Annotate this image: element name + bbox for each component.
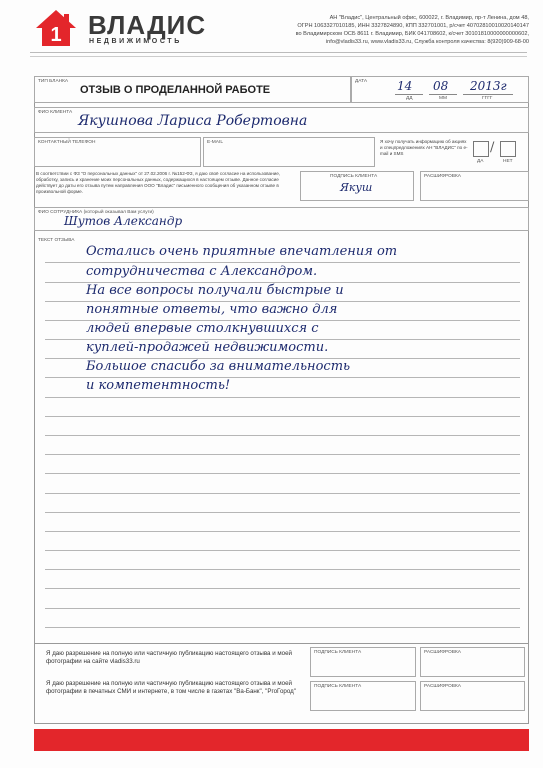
permission1-decode-label: РАСШИФРОВКА <box>424 650 461 655</box>
client-name-label: ФИО КЛИЕНТА <box>38 110 73 115</box>
date-label: ДАТА <box>355 79 368 84</box>
no-label: НЕТ <box>503 159 513 164</box>
brand-name: ВЛАДИС <box>88 10 207 40</box>
footer-divider <box>34 643 529 644</box>
writing-line <box>45 627 520 628</box>
date-underline <box>395 94 423 95</box>
form-type-label: ТИП БЛАНКА <box>38 79 69 84</box>
writing-line <box>45 454 520 455</box>
phone-label: КОНТАКТНЫЙ ТЕЛЕФОН <box>38 140 96 145</box>
slash-separator: / <box>490 140 495 155</box>
date-underline <box>429 94 457 95</box>
employee-label: ФИО СОТРУДНИКА (который оказывал Вам услуги) <box>38 210 154 215</box>
writing-line <box>45 588 520 589</box>
signature-label: ПОДПИСЬ КЛИЕНТА <box>330 174 378 179</box>
header-divider <box>30 56 527 57</box>
email-label: E-MAIL <box>207 140 223 145</box>
writing-line <box>45 262 520 263</box>
writing-line <box>45 608 520 609</box>
permission2-signature-label: ПОДПИСЬ КЛИЕНТА <box>314 684 362 689</box>
brand-footer-bar <box>34 729 529 751</box>
consent-no-checkbox[interactable] <box>500 141 516 157</box>
review-text-line: Остались очень приятные впечатления от <box>86 244 398 259</box>
company-line: ОГРН 1063327010185, ИНН 3327824890, КПП 332701001, р/счет 40702810010020140147 <box>297 23 529 29</box>
form-type-value: ОТЗЫВ О ПРОДЕЛАННОЙ РАБОТЕ <box>80 84 271 96</box>
company-line: info@vladis33.ru, www.vladis33.ru, Служба контроля качества: 8(920)909-68-00 <box>325 39 529 45</box>
review-label: ТЕКСТ ОТЗЫВА <box>38 238 75 243</box>
date-month: 08 <box>433 79 449 93</box>
house-logo-icon <box>34 8 78 48</box>
decode-label: РАСШИФРОВКА <box>424 174 461 179</box>
review-text-line: и компетентность! <box>86 378 231 393</box>
writing-line <box>45 512 520 513</box>
review-text-line: понятные ответы, что важно для <box>86 302 338 317</box>
date-sub-mm: ММ <box>439 96 447 101</box>
permission1-signature-label: ПОДПИСЬ КЛИЕНТА <box>314 650 362 655</box>
personal-data-consent: В соответствии с ФЗ "О персональных данных" от 27.02.2006 г. №152-ФЗ, я даю своё согласие на использование, обработку, запись и хранение моих персональных данных, содержащихся в настоящем отзыве. Данное согласие действует до даты его отзыва путем направления ООО "Владис" письменного сообщения об указанном отзыве в произвольной форме. <box>36 171 281 194</box>
company-line: АН "Владис", Центральный офис, 600022, г. Владимир, пр-т Ленина, дом 48, <box>329 15 529 21</box>
writing-line <box>45 550 520 551</box>
writing-line <box>45 531 520 532</box>
writing-line <box>45 473 520 474</box>
review-text-line: Большое спасибо за внимательность <box>86 359 351 374</box>
date-underline <box>463 94 513 95</box>
date-year: 2013г <box>470 79 507 93</box>
email-cell <box>203 137 375 167</box>
company-details <box>239 14 529 46</box>
review-text-line: людей впервые столкнувшихся с <box>86 321 319 336</box>
info-consent-text: Я хочу получать информацию об акциях и спецпредложениях АН "ВЛАДИС" по e-mail и SMS <box>380 139 468 156</box>
writing-line <box>45 416 520 417</box>
writing-line <box>45 435 520 436</box>
permission2-decode-label: РАСШИФРОВКА <box>424 684 461 689</box>
date-day: 14 <box>397 79 413 93</box>
company-line: во Владимирском ОСБ 8611 г. Владимир, БИК 041708602, к/счет 30101810000000000602, <box>295 31 529 37</box>
yes-label: ДА <box>477 159 484 164</box>
review-text-line: На все вопросы получали быстрые и <box>86 283 344 298</box>
consent-yes-checkbox[interactable] <box>473 141 489 157</box>
svg-text:1: 1 <box>50 24 62 46</box>
client-name-value: Якушнова Лариса Робертовна <box>78 113 308 129</box>
review-text-line: сотрудничества с Александром. <box>86 264 318 279</box>
brand-subtitle: НЕДВИЖИМОСТЬ <box>89 38 182 45</box>
client-signature: Якуш <box>340 181 373 194</box>
writing-line <box>45 397 520 398</box>
date-sub-dd: ДД <box>406 96 413 101</box>
permission-press-text: Я даю разрешение на полную или частичную публикацию настоящего отзыва и моей фотографии в печатных СМИ и интернете, в том числе в газетах "Ва-Банк", "РгоГород" <box>46 680 296 695</box>
writing-line <box>45 569 520 570</box>
review-text-line: куплей-продажей недвижимости. <box>86 340 329 355</box>
header-divider <box>30 52 527 53</box>
employee-value: Шутов Александр <box>64 214 183 228</box>
date-sub-yyyy: ГГГГ <box>482 96 493 101</box>
writing-line <box>45 493 520 494</box>
permission-site-text: Я даю разрешение на полную или частичную публикацию настоящего отзыва и моей фотографии на сайте vladis33.ru <box>46 650 292 665</box>
